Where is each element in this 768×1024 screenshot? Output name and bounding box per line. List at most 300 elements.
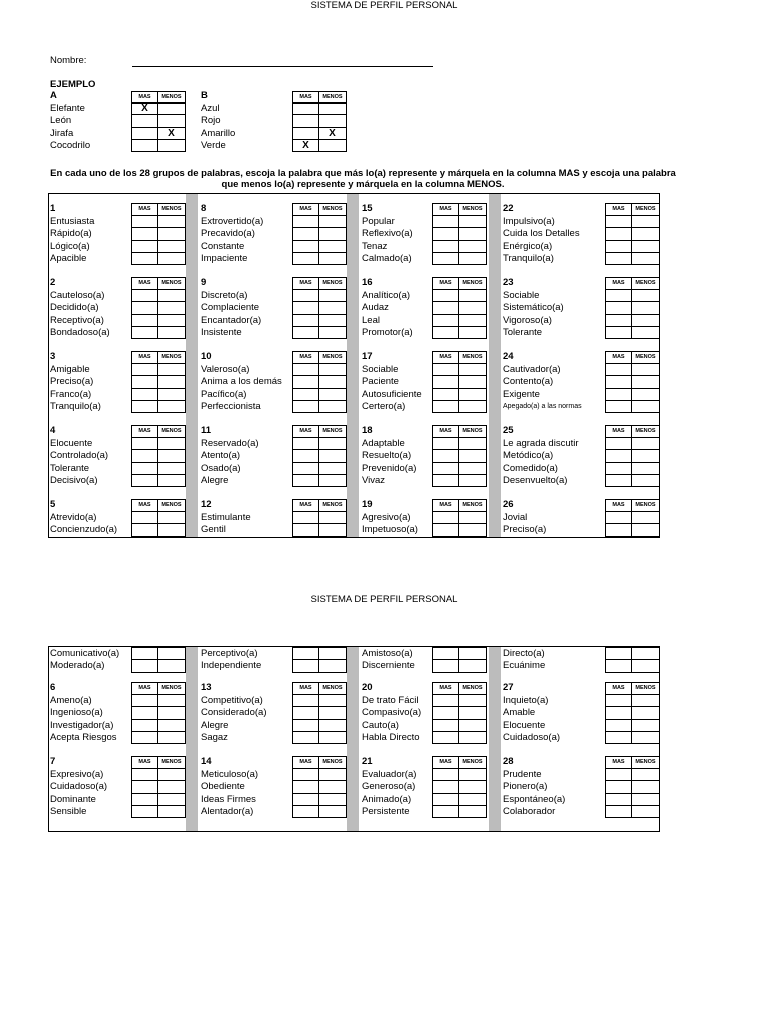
mas-checkbox[interactable] [605,805,632,818]
mas-checkbox[interactable] [605,252,632,265]
mas-checkbox[interactable] [432,388,459,401]
group-number: 9 [201,277,207,288]
menos-checkbox[interactable] [631,706,660,719]
menos-checkbox[interactable] [157,227,186,240]
menos-checkbox[interactable] [318,511,347,524]
menos-checkbox[interactable] [157,252,186,265]
menos-checkbox[interactable] [157,511,186,524]
mas-checkbox[interactable] [292,289,319,302]
example-menos-checkbox [157,102,186,115]
word-label: Independiente [201,660,262,672]
menos-checkbox[interactable] [458,326,487,339]
menos-checkbox[interactable] [157,301,186,314]
mas-checkbox[interactable] [131,363,158,376]
menos-checkbox[interactable] [157,731,186,744]
menos-checkbox[interactable] [631,215,660,228]
mas-checkbox[interactable] [292,301,319,314]
mas-checkbox[interactable] [131,449,158,462]
ejemplo-title: EJEMPLO [50,79,96,90]
mas-checkbox[interactable] [432,719,459,732]
mas-checkbox[interactable] [131,215,158,228]
word-label: Ameno(a) [50,695,92,706]
word-label: Reservado(a) [201,438,259,449]
word-label: Perceptivo(a) [201,648,258,659]
menos-checkbox[interactable] [631,694,660,707]
menos-checkbox[interactable] [458,363,487,376]
menos-header: MENOS [458,351,487,364]
mas-checkbox[interactable] [605,659,632,672]
mas-checkbox[interactable] [432,731,459,744]
menos-checkbox[interactable] [157,215,186,228]
menos-checkbox[interactable] [631,252,660,265]
mas-checkbox[interactable] [292,375,319,388]
menos-checkbox[interactable] [318,252,347,265]
menos-checkbox[interactable] [631,289,660,302]
menos-header: MENOS [157,91,186,104]
menos-header: MENOS [157,277,186,290]
menos-checkbox[interactable] [157,719,186,732]
menos-checkbox[interactable] [157,805,186,818]
menos-checkbox[interactable] [157,375,186,388]
mas-checkbox[interactable] [432,659,459,672]
group-number: 27 [503,682,514,693]
menos-checkbox[interactable] [458,289,487,302]
mas-checkbox[interactable] [292,363,319,376]
menos-checkbox[interactable] [631,437,660,450]
menos-checkbox[interactable] [157,694,186,707]
menos-header: MENOS [157,425,186,438]
mas-checkbox[interactable] [605,719,632,732]
mas-checkbox[interactable] [292,706,319,719]
mas-checkbox[interactable] [432,227,459,240]
group-number: 1 [50,203,56,214]
mas-checkbox[interactable] [131,731,158,744]
x-mark: X [141,103,148,114]
menos-checkbox[interactable] [157,462,186,475]
mas-checkbox[interactable] [131,780,158,793]
group-number: 20 [362,682,373,693]
mas-checkbox[interactable] [131,240,158,253]
group-number: 25 [503,425,514,436]
mas-checkbox[interactable] [605,326,632,339]
mas-checkbox[interactable] [605,511,632,524]
word-label: Analítico(a) [362,290,411,301]
menos-checkbox[interactable] [631,768,660,781]
mas-checkbox[interactable] [131,694,158,707]
word-label: Prudente [503,769,542,780]
mas-checkbox[interactable] [131,227,158,240]
menos-header: MENOS [631,425,660,438]
mas-checkbox[interactable] [605,314,632,327]
mas-header: MAS [292,756,319,769]
example-menos-checkbox [157,139,186,152]
menos-checkbox[interactable] [631,363,660,376]
menos-checkbox[interactable] [458,719,487,732]
menos-header: MENOS [318,203,347,216]
menos-checkbox[interactable] [631,780,660,793]
menos-checkbox[interactable] [458,437,487,450]
menos-checkbox[interactable] [318,449,347,462]
example-mas-checkbox [131,102,158,115]
menos-checkbox[interactable] [157,523,186,536]
mas-checkbox[interactable] [292,388,319,401]
word-label: Promotor(a) [362,326,413,338]
mas-checkbox[interactable] [605,240,632,253]
mas-checkbox[interactable] [432,363,459,376]
menos-checkbox[interactable] [458,647,487,660]
menos-checkbox[interactable] [157,659,186,672]
menos-checkbox[interactable] [318,363,347,376]
mas-checkbox[interactable] [432,326,459,339]
mas-checkbox[interactable] [605,462,632,475]
menos-checkbox[interactable] [318,388,347,401]
menos-checkbox[interactable] [458,511,487,524]
menos-checkbox[interactable] [318,215,347,228]
mas-checkbox[interactable] [292,462,319,475]
menos-checkbox[interactable] [631,314,660,327]
menos-checkbox[interactable] [318,462,347,475]
example-mas-checkbox [292,102,319,115]
menos-checkbox[interactable] [157,314,186,327]
menos-checkbox[interactable] [318,301,347,314]
mas-checkbox[interactable] [131,511,158,524]
word-label: Reflexivo(a) [362,228,413,240]
mas-checkbox[interactable] [605,289,632,302]
menos-checkbox[interactable] [318,694,347,707]
mas-checkbox[interactable] [131,400,158,413]
mas-checkbox[interactable] [605,706,632,719]
menos-checkbox[interactable] [458,215,487,228]
mas-checkbox[interactable] [292,437,319,450]
menos-checkbox[interactable] [157,388,186,401]
mas-checkbox[interactable] [292,511,319,524]
mas-checkbox[interactable] [432,511,459,524]
mas-checkbox[interactable] [292,731,319,744]
nombre-field[interactable] [132,66,433,67]
mas-checkbox[interactable] [131,301,158,314]
menos-header: MENOS [631,499,660,512]
menos-checkbox[interactable] [318,400,347,413]
example-menos-checkbox [318,102,347,115]
menos-checkbox[interactable] [631,326,660,339]
word-label: Obediente [201,781,245,793]
mas-header: MAS [605,203,632,216]
word-label: Directo(a) [503,648,545,659]
menos-checkbox[interactable] [318,706,347,719]
menos-checkbox[interactable] [318,793,347,806]
word-label: Jovial [503,512,528,523]
mas-checkbox[interactable] [131,252,158,265]
mas-checkbox[interactable] [605,363,632,376]
menos-checkbox[interactable] [458,793,487,806]
mas-checkbox[interactable] [131,326,158,339]
menos-checkbox[interactable] [458,731,487,744]
mas-checkbox[interactable] [605,523,632,536]
menos-checkbox[interactable] [157,289,186,302]
mas-checkbox[interactable] [432,523,459,536]
mas-checkbox[interactable] [292,780,319,793]
mas-checkbox[interactable] [292,449,319,462]
word-label: Franco(a) [50,388,92,400]
menos-checkbox[interactable] [157,768,186,781]
mas-checkbox[interactable] [292,215,319,228]
word-label: Competitivo(a) [201,695,263,706]
example-word: León [50,115,72,127]
mas-checkbox[interactable] [131,388,158,401]
mas-header: MAS [432,277,459,290]
menos-checkbox[interactable] [458,768,487,781]
menos-checkbox[interactable] [318,227,347,240]
word-label: Enérgico(a) [503,240,553,252]
mas-header: MAS [432,682,459,695]
menos-checkbox[interactable] [157,326,186,339]
menos-checkbox[interactable] [157,793,186,806]
mas-checkbox[interactable] [432,240,459,253]
mas-checkbox[interactable] [292,805,319,818]
menos-checkbox[interactable] [318,289,347,302]
menos-checkbox[interactable] [318,805,347,818]
menos-checkbox[interactable] [458,375,487,388]
menos-checkbox[interactable] [318,523,347,536]
mas-checkbox[interactable] [292,793,319,806]
group-number: 16 [362,277,373,288]
mas-checkbox[interactable] [605,793,632,806]
menos-checkbox[interactable] [631,805,660,818]
mas-header: MAS [605,499,632,512]
mas-checkbox[interactable] [131,793,158,806]
word-label: Persistente [362,805,410,817]
menos-checkbox[interactable] [631,474,660,487]
mas-checkbox[interactable] [605,388,632,401]
column-separator [347,194,359,537]
menos-checkbox[interactable] [318,659,347,672]
menos-checkbox[interactable] [458,227,487,240]
menos-checkbox[interactable] [157,437,186,450]
menos-checkbox[interactable] [631,301,660,314]
menos-checkbox[interactable] [631,731,660,744]
menos-checkbox[interactable] [157,647,186,660]
mas-checkbox[interactable] [292,227,319,240]
x-mark: X [329,127,336,139]
mas-checkbox[interactable] [131,375,158,388]
word-label: Metódico(a) [503,450,554,462]
menos-checkbox[interactable] [631,793,660,806]
mas-checkbox[interactable] [131,474,158,487]
mas-checkbox[interactable] [432,400,459,413]
menos-checkbox[interactable] [458,462,487,475]
menos-checkbox[interactable] [458,659,487,672]
menos-checkbox[interactable] [458,474,487,487]
mas-checkbox[interactable] [605,694,632,707]
word-label: Cuida los Detalles [503,228,580,240]
mas-checkbox[interactable] [432,793,459,806]
mas-checkbox[interactable] [131,647,158,660]
word-label: Extrovertido(a) [201,216,264,227]
menos-checkbox[interactable] [318,375,347,388]
word-label: Animado(a) [362,793,412,805]
word-label: Sensible [50,805,87,817]
mas-checkbox[interactable] [605,647,632,660]
word-label: Ingenioso(a) [50,707,103,719]
menos-checkbox[interactable] [458,252,487,265]
mas-checkbox[interactable] [292,647,319,660]
menos-checkbox[interactable] [318,326,347,339]
mas-checkbox[interactable] [131,719,158,732]
menos-checkbox[interactable] [631,719,660,732]
word-label: Insistente [201,326,242,338]
mas-header: MAS [131,756,158,769]
mas-checkbox[interactable] [605,474,632,487]
menos-checkbox[interactable] [631,659,660,672]
example-group-label: B [201,90,208,101]
word-label: Preciso(a) [503,524,547,536]
mas-header: MAS [292,682,319,695]
menos-checkbox[interactable] [157,474,186,487]
mas-header: MAS [432,499,459,512]
menos-checkbox[interactable] [458,780,487,793]
mas-checkbox[interactable] [131,314,158,327]
mas-checkbox[interactable] [432,462,459,475]
mas-checkbox[interactable] [131,523,158,536]
page-title: SISTEMA DE PERFIL PERSONAL [310,0,458,11]
word-label: Cuidadoso(a) [503,731,561,743]
mas-checkbox[interactable] [131,768,158,781]
group-number: 23 [503,277,514,288]
mas-header: MAS [292,91,319,104]
menos-checkbox[interactable] [157,780,186,793]
mas-checkbox[interactable] [292,326,319,339]
menos-checkbox[interactable] [631,400,660,413]
example-menos-checkbox [318,114,347,127]
word-label: Alegre [201,719,229,731]
mas-checkbox[interactable] [292,314,319,327]
menos-checkbox[interactable] [458,400,487,413]
word-label: Generoso(a) [362,781,416,793]
mas-checkbox[interactable] [292,240,319,253]
mas-checkbox[interactable] [292,474,319,487]
mas-checkbox[interactable] [605,375,632,388]
menos-checkbox[interactable] [458,805,487,818]
menos-checkbox[interactable] [458,240,487,253]
menos-checkbox[interactable] [318,768,347,781]
menos-checkbox[interactable] [458,706,487,719]
menos-checkbox[interactable] [157,449,186,462]
menos-checkbox[interactable] [631,240,660,253]
menos-checkbox[interactable] [458,449,487,462]
mas-checkbox[interactable] [131,289,158,302]
menos-checkbox[interactable] [631,523,660,536]
example-word: Rojo [201,115,221,127]
mas-header: MAS [131,499,158,512]
example-menos-checkbox [157,114,186,127]
menos-checkbox[interactable] [631,647,660,660]
mas-checkbox[interactable] [292,523,319,536]
mas-checkbox[interactable] [432,449,459,462]
mas-checkbox[interactable] [292,719,319,732]
mas-checkbox[interactable] [605,437,632,450]
mas-checkbox[interactable] [292,768,319,781]
group-number: 4 [50,425,56,436]
instructions: En cada uno de los 28 grupos de palabras, escoja la palabra que más lo(a) represente y márquela en la columna MAS y escoja una palabra que menos lo(a) represente y márquela en la columna MENOS. [50,168,676,190]
mas-checkbox[interactable] [432,694,459,707]
example-word: Azul [201,103,220,114]
mas-checkbox[interactable] [605,731,632,744]
mas-checkbox[interactable] [292,252,319,265]
menos-checkbox[interactable] [458,523,487,536]
menos-checkbox[interactable] [631,449,660,462]
mas-checkbox[interactable] [432,215,459,228]
menos-checkbox[interactable] [631,511,660,524]
menos-checkbox[interactable] [318,780,347,793]
menos-checkbox[interactable] [631,462,660,475]
mas-checkbox[interactable] [131,462,158,475]
menos-checkbox[interactable] [318,474,347,487]
menos-header: MENOS [318,499,347,512]
menos-checkbox[interactable] [318,719,347,732]
mas-checkbox[interactable] [432,314,459,327]
menos-checkbox[interactable] [458,694,487,707]
menos-checkbox[interactable] [157,363,186,376]
menos-header: MENOS [157,756,186,769]
mas-checkbox[interactable] [432,805,459,818]
menos-checkbox[interactable] [318,647,347,660]
mas-checkbox[interactable] [292,400,319,413]
mas-checkbox[interactable] [432,647,459,660]
mas-checkbox[interactable] [605,215,632,228]
menos-checkbox[interactable] [157,400,186,413]
menos-checkbox[interactable] [318,240,347,253]
menos-checkbox[interactable] [458,388,487,401]
mas-checkbox[interactable] [131,706,158,719]
mas-checkbox[interactable] [432,780,459,793]
word-label: Entusiasta [50,216,95,227]
menos-checkbox[interactable] [631,388,660,401]
menos-checkbox[interactable] [318,314,347,327]
menos-checkbox[interactable] [631,375,660,388]
menos-checkbox[interactable] [458,314,487,327]
menos-checkbox[interactable] [318,437,347,450]
menos-header: MENOS [631,203,660,216]
example-mas-checkbox [131,127,158,140]
mas-checkbox[interactable] [605,400,632,413]
mas-checkbox[interactable] [432,768,459,781]
menos-checkbox[interactable] [631,227,660,240]
mas-checkbox[interactable] [292,694,319,707]
mas-checkbox[interactable] [432,706,459,719]
mas-checkbox[interactable] [432,437,459,450]
mas-checkbox[interactable] [432,474,459,487]
mas-checkbox[interactable] [432,301,459,314]
word-label: Leal [362,314,380,326]
mas-checkbox[interactable] [432,375,459,388]
mas-checkbox[interactable] [432,289,459,302]
mas-checkbox[interactable] [131,437,158,450]
menos-checkbox[interactable] [318,731,347,744]
menos-checkbox[interactable] [458,301,487,314]
mas-checkbox[interactable] [131,805,158,818]
menos-checkbox[interactable] [157,240,186,253]
mas-checkbox[interactable] [131,659,158,672]
mas-checkbox[interactable] [605,301,632,314]
mas-checkbox[interactable] [432,252,459,265]
menos-header: MENOS [458,425,487,438]
mas-checkbox[interactable] [605,780,632,793]
mas-checkbox[interactable] [605,449,632,462]
mas-checkbox[interactable] [605,227,632,240]
mas-checkbox[interactable] [605,768,632,781]
mas-checkbox[interactable] [292,659,319,672]
menos-checkbox[interactable] [157,706,186,719]
